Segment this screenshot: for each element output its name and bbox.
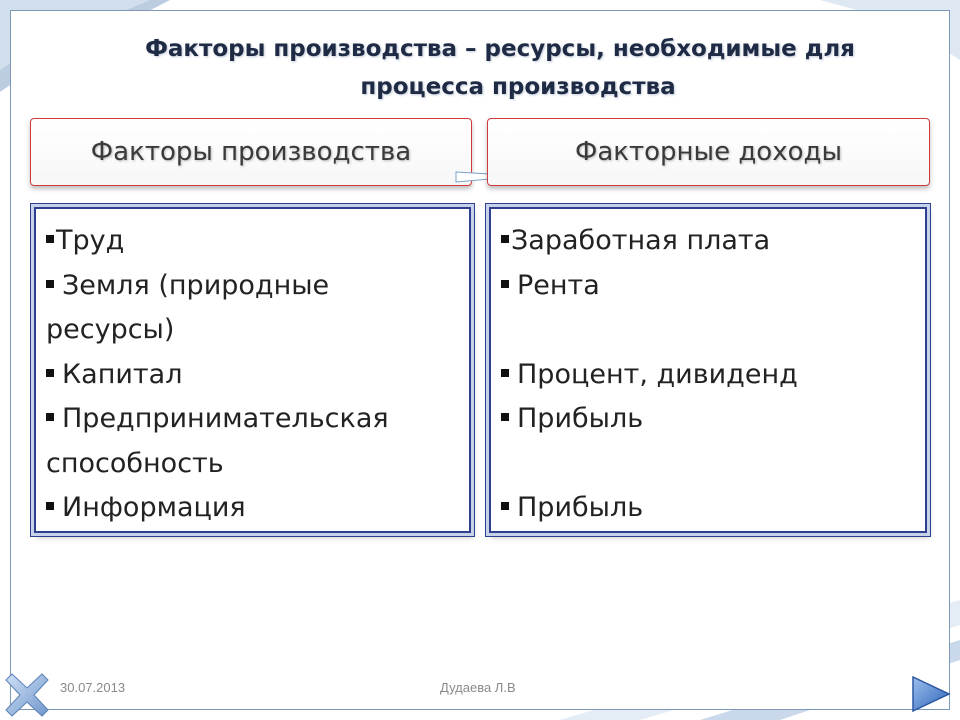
- header-incomes-label: Факторные доходы: [574, 137, 843, 167]
- next-arrow-icon[interactable]: [910, 674, 952, 714]
- slide-title: [60, 30, 940, 106]
- factors-list-box: [34, 207, 471, 533]
- bullet-icon: [46, 413, 54, 421]
- list-item: Рента: [501, 264, 915, 309]
- bullet-icon: [501, 369, 509, 377]
- list-item: Прибыль: [501, 397, 915, 442]
- bullet-icon: [501, 280, 509, 288]
- title-line-1: Факторы производства – ресурсы, необходимые для: [145, 36, 855, 62]
- bullet-icon: [501, 502, 509, 510]
- list-item: Заработная плата: [501, 219, 915, 264]
- header-factors-label: Факторы производства: [90, 137, 412, 167]
- list-item: Земля (природные ресурсы): [46, 269, 330, 345]
- list-item: Капитал: [46, 353, 459, 398]
- list-item: Труд: [46, 219, 459, 264]
- bullet-icon: [46, 502, 54, 510]
- list-spacer: [501, 442, 915, 487]
- list-item: Информация: [46, 486, 459, 531]
- footer-date: 30.07.2013: [60, 680, 126, 695]
- incomes-list-box: [489, 207, 927, 533]
- list-item: Процент, дивиденд: [501, 353, 915, 398]
- list-spacer: [501, 308, 915, 353]
- footer-author: Дудаева Л.В: [440, 680, 516, 695]
- bullet-icon: [46, 280, 54, 288]
- bullet-icon: [501, 235, 509, 243]
- list-item: Прибыль: [501, 486, 915, 531]
- header-incomes-box: [487, 118, 930, 186]
- title-line-2: процесса производства: [360, 74, 676, 100]
- header-factors-box: [30, 118, 472, 186]
- bullet-icon: [46, 369, 54, 377]
- list-item: Предпринимательская способность: [46, 403, 389, 479]
- close-icon[interactable]: [4, 672, 50, 718]
- bullet-icon: [46, 235, 54, 243]
- bullet-icon: [501, 413, 509, 421]
